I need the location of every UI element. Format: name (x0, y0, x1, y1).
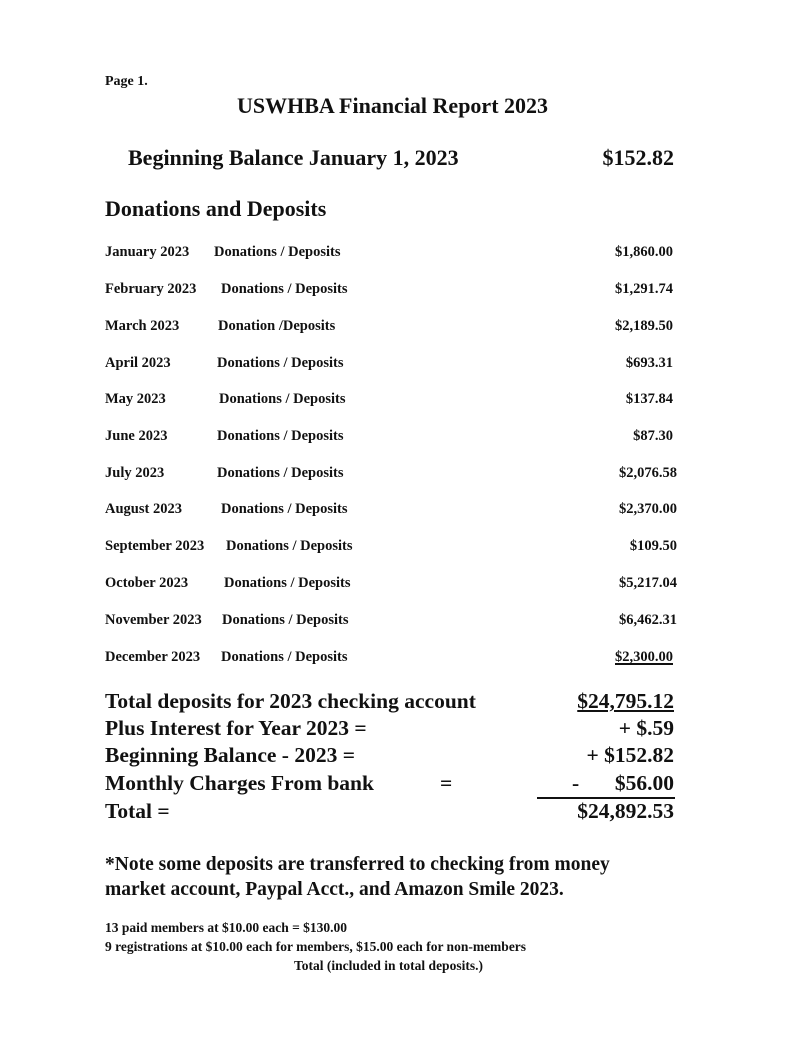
deposit-row (0, 318, 785, 338)
deposit-amount: $137.84 (625, 391, 673, 407)
deposit-amount: $2,076.58 (619, 465, 677, 481)
deposit-row (0, 575, 785, 595)
beginning-balance-label: Beginning Balance January 1, 2023 (128, 145, 459, 170)
deposit-row (0, 244, 785, 264)
summary-label: Monthly Charges From bank (105, 771, 374, 795)
report-title (0, 93, 785, 119)
summary-value: $24,892.53 (577, 799, 674, 823)
deposit-row (0, 391, 785, 411)
summary-row-total (0, 799, 785, 825)
deposit-description: Donations / Deposits (221, 501, 348, 517)
report-title-text: USWHBA Financial Report 2023 (236, 93, 549, 118)
summary-label: Plus Interest for Year 2023 = (105, 716, 367, 740)
deposit-row (0, 501, 785, 521)
deposit-description: Donations / Deposits (217, 428, 344, 444)
deposit-month: July 2023 (105, 465, 165, 481)
deposit-row (0, 281, 785, 301)
deposit-row (0, 355, 785, 375)
deposit-row (0, 649, 785, 669)
summary-label: Total = (105, 799, 170, 823)
registrations-note: 9 registrations at $10.00 each for members, $15.00 each for non-members (105, 939, 527, 954)
deposit-month: April 2023 (105, 355, 171, 371)
summary-value: + $.59 (618, 716, 674, 740)
deposit-month: May 2023 (105, 391, 166, 407)
deposit-description: Donations / Deposits (224, 575, 351, 591)
deposit-row (0, 538, 785, 558)
deposit-row (0, 428, 785, 448)
deposit-month: August 2023 (105, 501, 182, 517)
transfer-note (105, 852, 610, 902)
summary-label: Beginning Balance - 2023 = (105, 743, 355, 767)
deposit-amount: $2,189.50 (615, 318, 673, 334)
deposit-month: November 2023 (105, 612, 202, 628)
summary-row-total-deposits (0, 689, 785, 715)
deposit-description: Donations / Deposits (221, 649, 348, 665)
summary-minus-sign: - (572, 771, 580, 795)
deposit-month: March 2023 (105, 318, 180, 334)
summary-row-interest (0, 716, 785, 742)
summary-row-bank-charges (0, 771, 785, 797)
deposit-description: Donations / Deposits (226, 538, 353, 554)
deposit-amount: $1,860.00 (615, 244, 673, 260)
paid-members-note: 13 paid members at $10.00 each = $130.00 (105, 920, 348, 935)
membership-total-note (0, 958, 785, 974)
deposit-amount: $109.50 (629, 538, 677, 554)
summary-row-beginning-balance (0, 743, 785, 769)
deposit-amount: $1,291.74 (615, 281, 673, 297)
deposit-amount: $5,217.04 (619, 575, 677, 591)
deposit-row (0, 465, 785, 485)
transfer-note-line-2: market account, Paypal Acct., and Amazon Smile 2023. (105, 879, 564, 900)
deposit-amount: $2,370.00 (619, 501, 677, 517)
deposit-month: February 2023 (105, 281, 197, 297)
deposit-description: Donation /Deposits (218, 318, 336, 334)
summary-equals-sign: = (440, 771, 453, 795)
deposit-month: January 2023 (105, 244, 190, 260)
summary-value: $24,795.12 (577, 689, 674, 713)
deposit-description: Donations / Deposits (214, 244, 341, 260)
deposit-month: September 2023 (105, 538, 205, 554)
summary-value: $56.00 (614, 771, 674, 795)
membership-total-text: Total (included in total deposits.) (294, 958, 483, 973)
page-label: Page 1. (105, 74, 148, 89)
deposit-month: December 2023 (105, 649, 201, 665)
deposit-description: Donations / Deposits (217, 465, 344, 481)
summary-value: + $152.82 (586, 743, 674, 767)
deposit-description: Donations / Deposits (221, 281, 348, 297)
deposit-description: Donations / Deposits (217, 355, 344, 371)
deposit-amount: $2,300.00 (615, 649, 673, 665)
deposit-amount: $87.30 (633, 428, 673, 444)
deposit-description: Donations / Deposits (222, 612, 349, 628)
transfer-note-line-1: *Note some deposits are transferred to checking from money (105, 854, 610, 875)
deposit-month: October 2023 (105, 575, 189, 591)
summary-label: Total deposits for 2023 checking account (105, 689, 476, 713)
beginning-balance-value: $152.82 (602, 145, 674, 170)
deposit-description: Donations / Deposits (219, 391, 346, 407)
deposit-month: June 2023 (105, 428, 168, 444)
deposit-amount: $6,462.31 (619, 612, 677, 628)
deposit-amount: $693.31 (625, 355, 673, 371)
deposit-row (0, 612, 785, 632)
section-heading: Donations and Deposits (105, 196, 327, 221)
